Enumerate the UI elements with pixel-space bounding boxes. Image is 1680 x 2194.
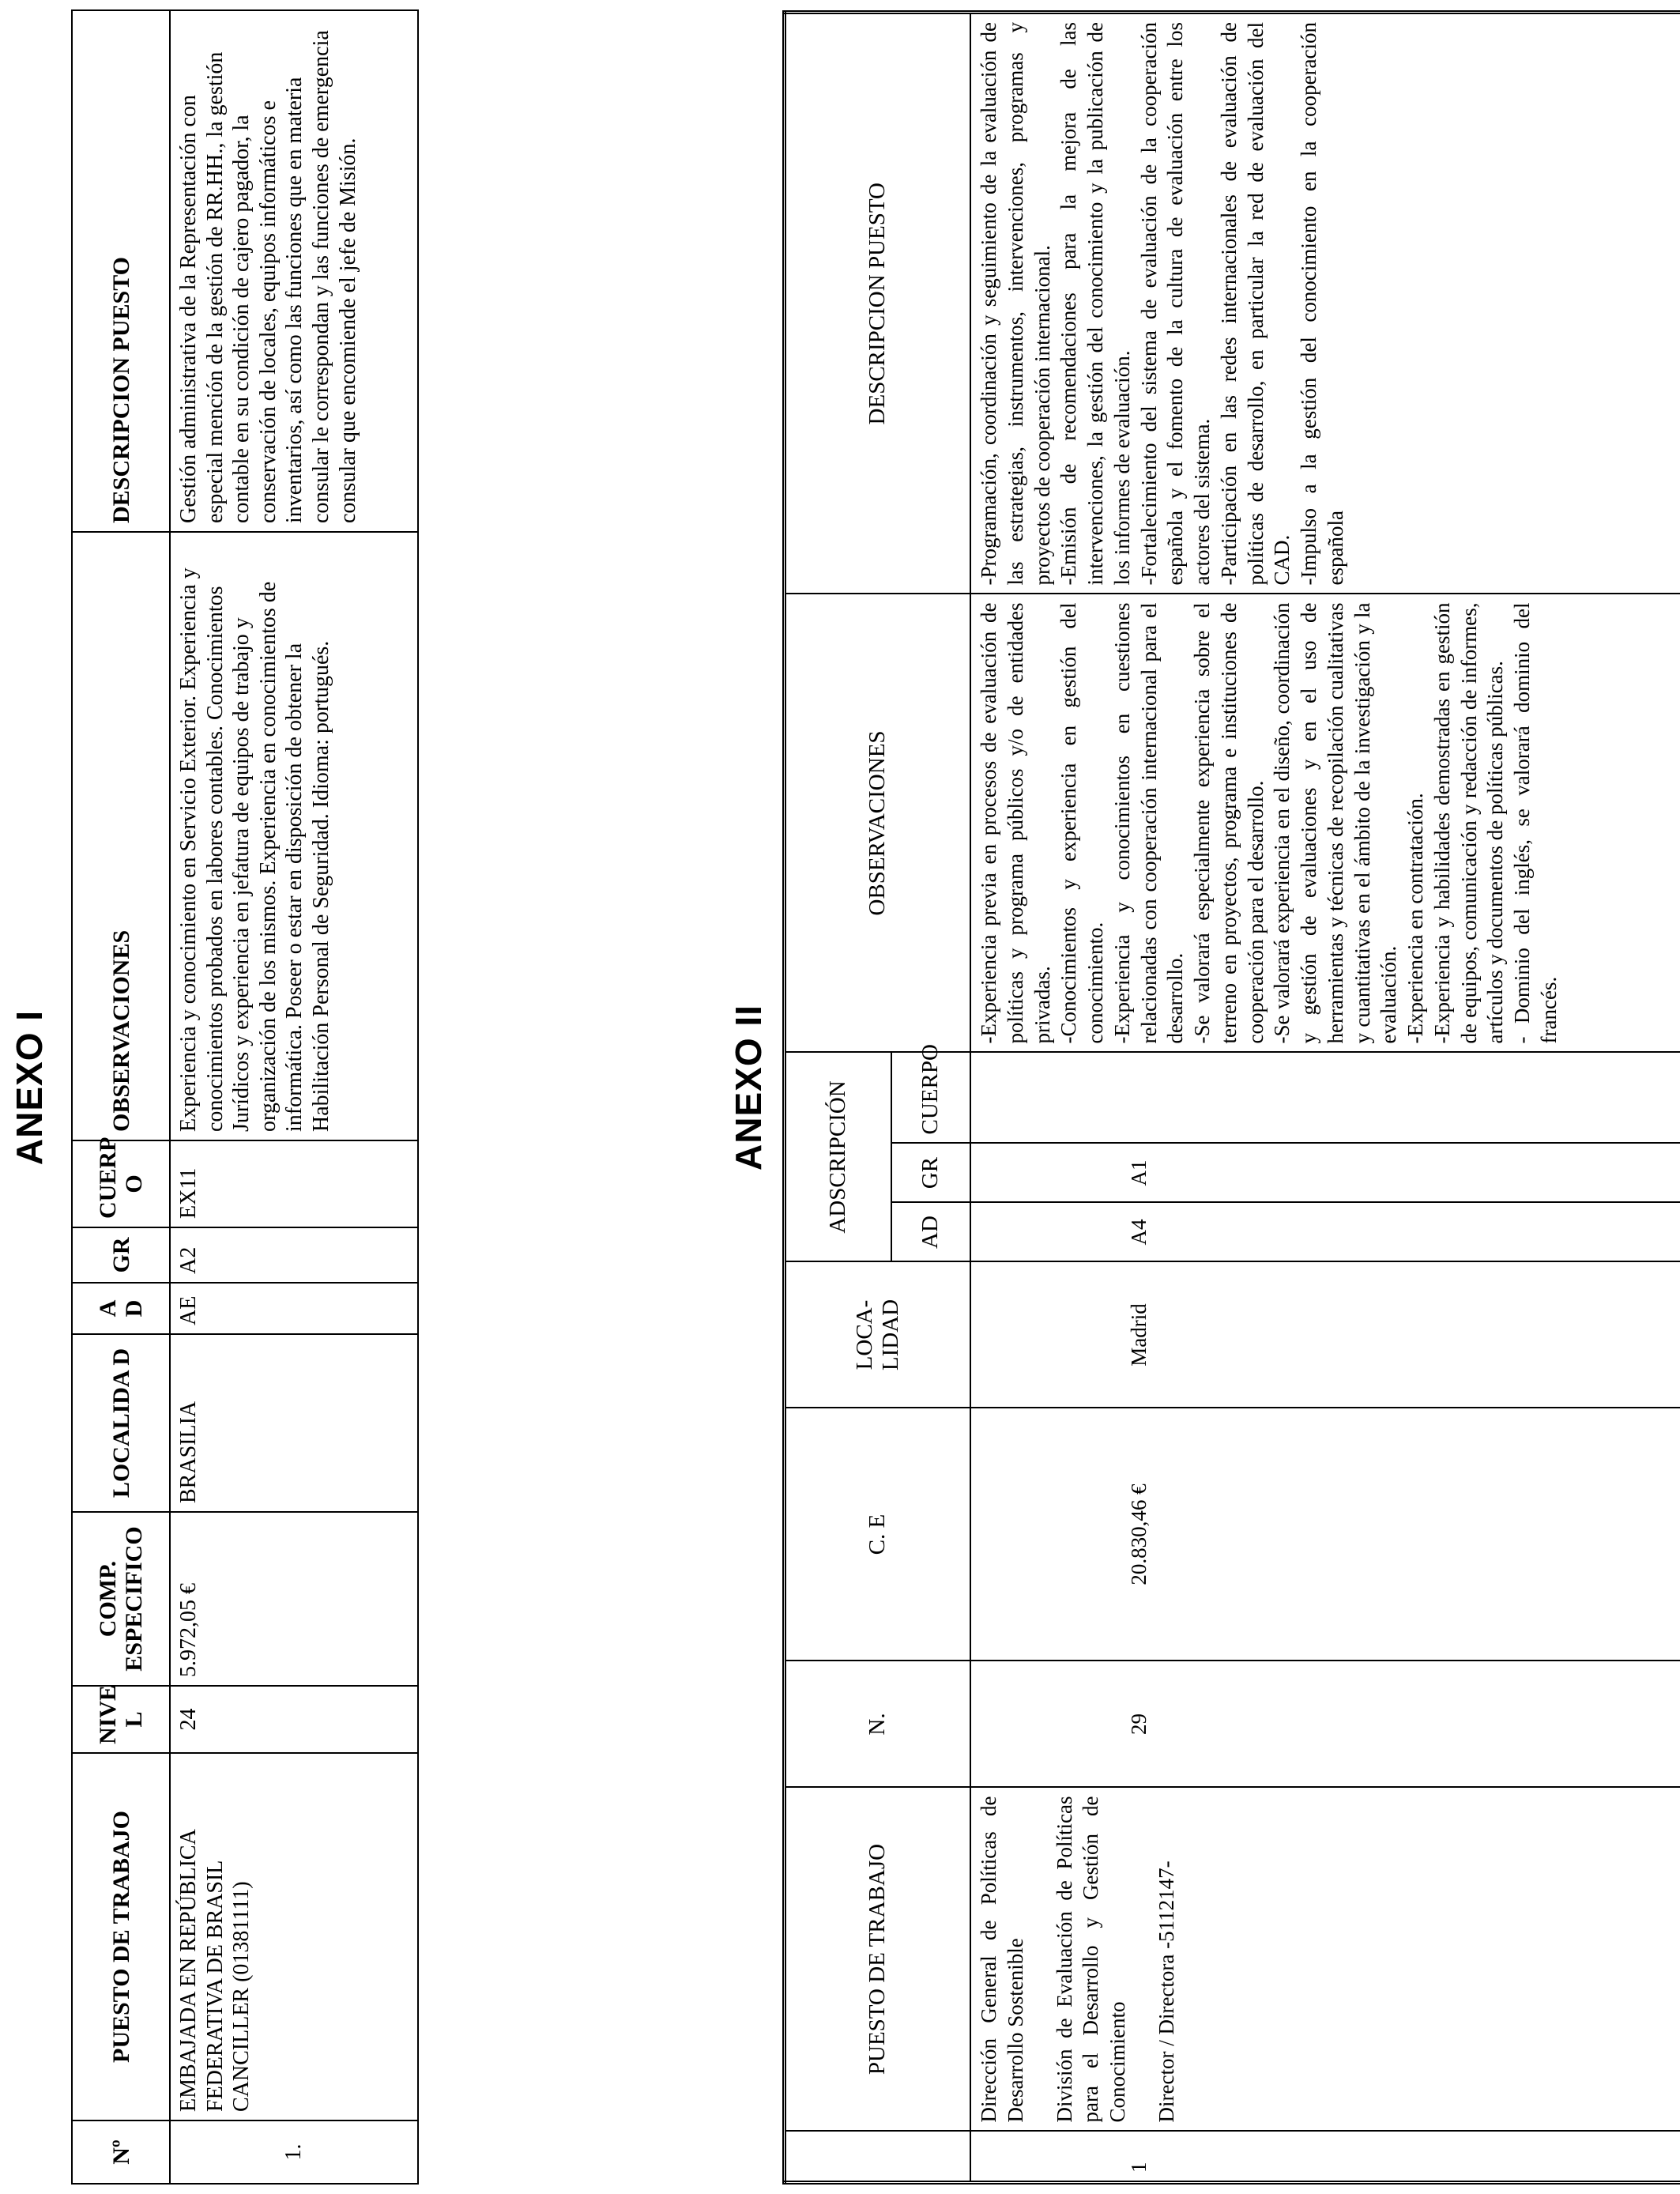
cell-cuerpo <box>970 1052 1680 1143</box>
header-descripcion: DESCRIPCION PUESTO <box>785 12 971 594</box>
header-num: Nº <box>72 2120 170 2184</box>
table-row <box>170 10 418 2184</box>
cell-cuerpo: EX11 <box>170 1140 418 1227</box>
header-gr: GR <box>891 1144 970 1203</box>
header-n: N. <box>785 1661 971 1788</box>
header-comp: COMP. ESPECIFICO <box>72 1512 170 1686</box>
nivel-value: 29 <box>1127 1713 1151 1735</box>
list-item: -Experiencia previa en procesos de evaluación de políticas y programa públicos y/o de entidades privadas. <box>977 602 1054 1044</box>
header-localidad: LOCA- LIDAD <box>785 1262 971 1408</box>
cell-localidad <box>970 1262 1680 1408</box>
cell-n <box>970 1661 1680 1788</box>
cell-comp: 5.972,05 € <box>170 1512 418 1686</box>
header-gr: GR <box>72 1227 170 1283</box>
list-item: -Participación en las redes internacionales de evaluación de políticas de desarrollo, en particular la red de evaluación del CAD. <box>1216 21 1294 586</box>
ad-value: A4 <box>1127 1219 1151 1246</box>
cell-ad <box>970 1203 1680 1262</box>
header-ad: AD <box>891 1203 970 1262</box>
cell-ad: AE <box>170 1283 418 1334</box>
list-item: -Experiencia y conocimientos en cuestiones relacionadas con cooperación internacional para el desarrollo. <box>1109 602 1188 1044</box>
table-row <box>970 12 1680 2182</box>
anexo-2-table <box>782 10 1680 2185</box>
list-item: -Se valorará especialmente experiencia sobre el terreno en proyectos, programa e instituciones de cooperación para el desarrollo. <box>1190 602 1268 1044</box>
dept-general: Dirección General de Políticas de Desarrollo Sostenible <box>977 1796 1027 2123</box>
ce-value: 20.830,46 € <box>1127 1483 1151 1585</box>
list-item: -Emisión de recomendaciones para la mejora de las intervenciones, la gestión del conocimiento y la publicación de los informes de evaluación. <box>1057 21 1134 586</box>
anexo-1-title: ANEXO I <box>9 1009 50 1166</box>
header-cuerpo: CUERP O <box>72 1140 170 1227</box>
cell-num <box>970 2132 1680 2183</box>
anexo-2-title: ANEXO II <box>728 1005 769 1171</box>
header-localidad: LOCALIDA D <box>72 1334 170 1512</box>
cell-descripcion: Gestión administrativa de la Representación con especial mención de la gestión de RR.HH., la gestión contable en su condición de cajero pagador, la conservación de locales, equipos informáticos e inventarios, así como las funciones que en materia consular le correspondan y las funciones de emergencia consular que encomiende el jefe de Misión. <box>170 10 418 532</box>
header-puesto: PUESTO DE TRABAJO <box>785 1788 971 2132</box>
cell-observaciones <box>970 594 1680 1052</box>
anexo-2-header-row-1 <box>785 12 892 2182</box>
cell-nivel: 24 <box>170 1686 418 1753</box>
cell-gr: A2 <box>170 1227 418 1283</box>
anexo-1-header-row <box>72 10 170 2184</box>
header-adscripcion: ADSCRIPCIÓN <box>785 1052 892 1261</box>
cell-observaciones: Experiencia y conocimiento en Servicio Exterior. Experiencia y conocimientos probados en labores contables. Conocimientos Jurídicos y experiencia en jefatura de equipos de trabajo y organización de los mismos. Experiencia en conocimientos de informática. Poseer o estar en disposición de obtener la Habilitación Personal de Seguridad. Idioma: portugués. <box>170 532 418 1140</box>
cell-puesto: EMBAJADA EN REPÚBLICA FEDERATIVA DE BRASIL CANCILLER (01381111) <box>170 1753 418 2120</box>
cell-ce <box>970 1408 1680 1661</box>
header-empty <box>785 2132 971 2183</box>
row-number: 1 <box>1127 2162 1151 2173</box>
anexo-1-table <box>71 9 419 2185</box>
header-observaciones: OBSERVACIONES <box>785 594 971 1052</box>
list-item: -Experiencia en contratación. <box>1403 793 1427 1044</box>
gr-value: A1 <box>1127 1159 1151 1186</box>
header-descripcion: DESCRIPCION PUESTO <box>72 10 170 532</box>
cell-localidad: BRASILIA <box>170 1334 418 1512</box>
list-item: -Se valorará experiencia en el diseño, coordinación y gestión de evaluaciones y en el uso de herramientas y técnicas de recopilación cualitativas y cuantitativas en el ámbito de la investigación y la evaluación. <box>1270 602 1401 1044</box>
list-item: -Impulso a la gestión del conocimiento en la cooperación española <box>1297 21 1347 586</box>
list-item: -Experiencia y habilidades demostradas en gestión de equipos, comunicación y redacción de informes, artículos y documentos de políticas públicas. <box>1430 602 1508 1044</box>
puesto-name: Director / Directora -5112147- <box>1154 1860 1178 2123</box>
cell-num: 1. <box>170 2120 418 2184</box>
header-ce: C. E <box>785 1408 971 1661</box>
header-ad: A D <box>72 1283 170 1334</box>
header-cuerpo: CUERPO <box>891 1052 970 1143</box>
localidad-value: Madrid <box>1127 1303 1151 1367</box>
list-item: - Dominio del inglés, se valorará dominio del francés. <box>1510 602 1561 1044</box>
cell-puesto <box>970 1788 1680 2132</box>
list-item: -Programación, coordinación y seguimiento de la evaluación de las estrategias, instrumentos, intervenciones, programas y proyectos de cooperación internacional. <box>977 21 1054 586</box>
cell-gr <box>970 1144 1680 1203</box>
header-nivel: NIVE L <box>72 1686 170 1753</box>
header-puesto: PUESTO DE TRABAJO <box>72 1753 170 2120</box>
list-item: -Fortalecimiento del sistema de evaluación de la cooperación española y el fomento de la cultura de evaluación entre los actores del sistema. <box>1136 21 1214 586</box>
list-item: -Conocimientos y experiencia en gestión del conocimiento. <box>1057 602 1107 1044</box>
header-observaciones: OBSERVACIONES <box>72 532 170 1140</box>
dept-division: División de Evaluación de Políticas para el Desarrollo y Gestión de Conocimiento <box>1052 1796 1129 2123</box>
cell-descripcion <box>970 12 1680 594</box>
